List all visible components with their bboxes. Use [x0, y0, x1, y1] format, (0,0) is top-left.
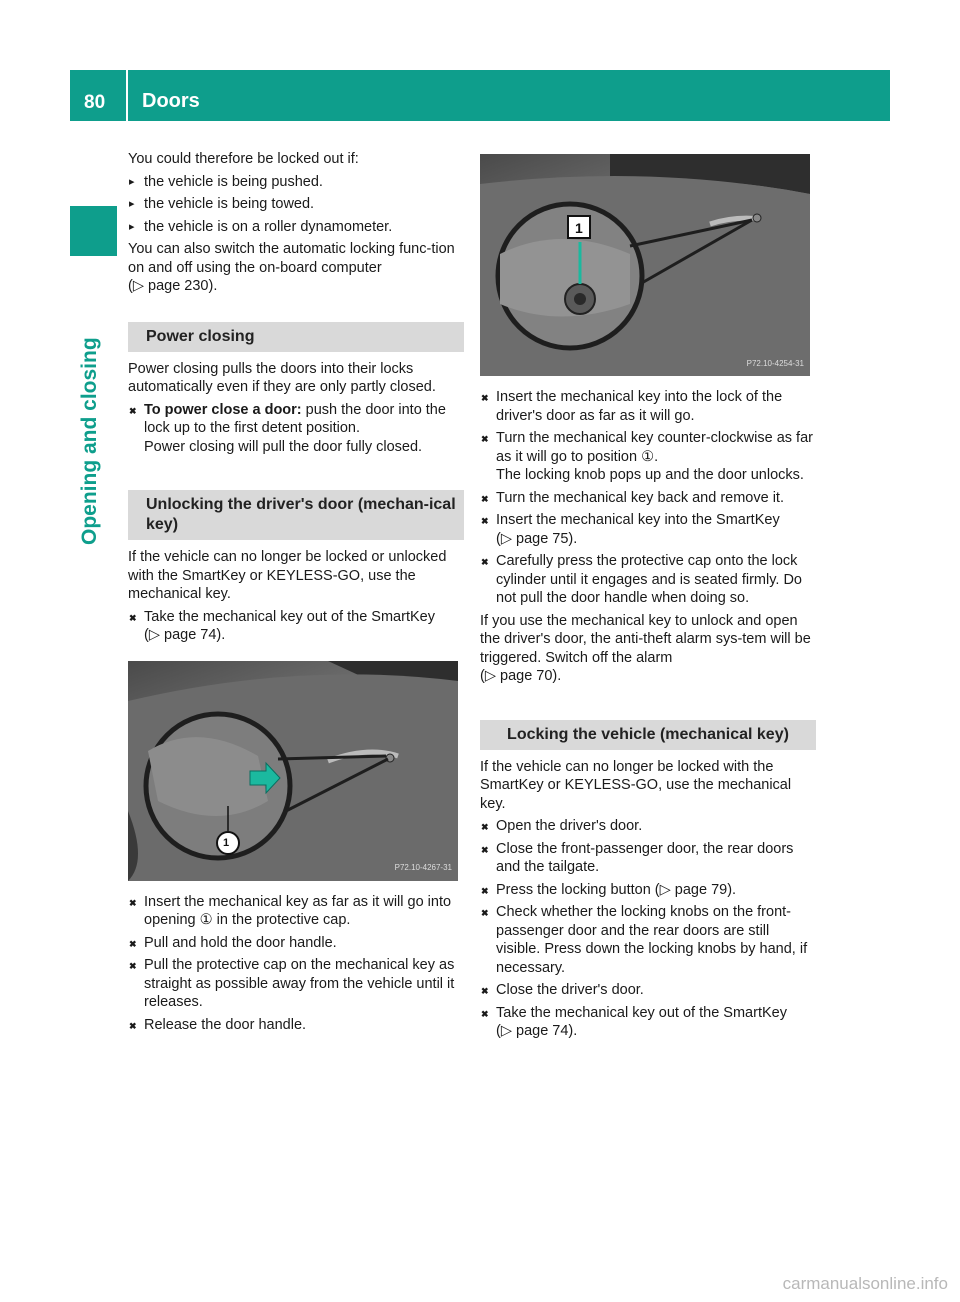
step-text: Insert the mechanical key into the SmartKey	[496, 512, 780, 528]
figure-marker: 1	[575, 220, 583, 236]
step-text: push the door into the lock up to the first detent position.	[144, 401, 446, 436]
page-number: 80	[84, 92, 106, 113]
section-text: If the vehicle can no longer be locked with the SmartKey or KEYLESS-GO, use the mechanical key.	[480, 758, 792, 812]
figure-caption: P72.10-4254-31	[746, 358, 804, 368]
instruction-step: ✖ Pull the protective cap on the mechanical key as straight as possible away from the vehicle until it releases.	[128, 956, 464, 1012]
instruction-step: ✖ Release the door handle.	[128, 1016, 464, 1035]
figure-caption: P72.10-4267-31	[394, 863, 452, 872]
left-column	[128, 150, 464, 1038]
section-heading-locking: Locking the vehicle (mechanical key)	[480, 720, 816, 750]
instruction-step: ✖ Press the locking button (▷ page 79).	[480, 881, 816, 900]
section-heading-unlocking: Unlocking the driver's door (mechan-ical key)	[128, 490, 464, 540]
right-column	[480, 154, 816, 1045]
step-text: Take the mechanical key out of the SmartKey	[496, 1004, 787, 1021]
instruction-step	[480, 511, 816, 548]
instruction-step	[128, 401, 464, 457]
intro-text-2: You can also switch the automatic locking func-tion on and off using the on-board computer	[128, 241, 455, 276]
page-reference-link[interactable]: (▷ page 74).	[144, 627, 226, 643]
figure-marker: 1	[223, 836, 230, 849]
instruction-step: ✖ Carefully press the protective cap onto the lock cylinder until it engages and is seated firmly. Do not pull the door handle when doing so.	[480, 552, 816, 608]
instruction-step	[480, 429, 816, 485]
intro-text: You could therefore be locked out if:	[128, 151, 359, 167]
lock-illustration	[480, 154, 810, 376]
section-heading-power-closing: Power closing	[128, 322, 464, 352]
alarm-text: If you use the mechanical key to unlock and open the driver's door, the anti-theft alarm sys-tem will be triggered. Switch off the alarm	[480, 612, 811, 666]
page-header	[70, 70, 890, 121]
page-reference-link[interactable]: (▷ page 230).	[128, 278, 218, 294]
section-side-label: Opening and closing	[78, 337, 101, 545]
page-title: Doors	[142, 90, 200, 112]
instruction-step	[480, 1004, 816, 1041]
instruction-step	[128, 608, 464, 645]
lock-cylinder-figure	[480, 154, 810, 376]
instruction-step: ✖ Insert the mechanical key as far as it will go into opening ① in the protective cap.	[128, 893, 464, 930]
page-reference-link[interactable]: (▷ page 75).	[496, 530, 578, 547]
instruction-step: ✖ Close the front-passenger door, the rear doors and the tailgate.	[480, 840, 816, 877]
step-text: Take the mechanical key out of the SmartKey	[144, 608, 435, 625]
instruction-step: ✖ Pull and hold the door handle.	[128, 934, 464, 953]
header-divider	[126, 70, 128, 121]
door-illustration	[128, 661, 458, 881]
section-text: If the vehicle can no longer be locked or unlocked with the SmartKey or KEYLESS-GO, use the mechanical key.	[128, 549, 447, 602]
page-reference-link[interactable]: (▷ page 74).	[496, 1023, 578, 1039]
instruction-step: ✖ Turn the mechanical key back and remove it.	[480, 489, 816, 508]
section-text: Power closing pulls the doors into their locks automatically even if they are only partly closed.	[128, 360, 436, 395]
bullet-item: ▸ the vehicle is being pushed.	[128, 173, 464, 192]
instruction-step: ✖ Open the driver's door.	[480, 817, 816, 836]
bullet-item: ▸ the vehicle is being towed.	[128, 195, 464, 214]
section-tab-marker	[70, 206, 117, 256]
step-result: Power closing will pull the door fully closed.	[144, 438, 423, 455]
step-text: Turn the mechanical key counter-clockwise as far as it will go to position ①.	[496, 430, 813, 465]
instruction-step: ✖ Close the driver's door.	[480, 981, 816, 1000]
watermark: carmanualsonline.info	[782, 1274, 948, 1293]
page-reference-link[interactable]: (▷ page 70).	[480, 668, 562, 684]
bullet-item: ▸ the vehicle is on a roller dynamometer.	[128, 218, 464, 237]
step-result: The locking knob pops up and the door unlocks.	[496, 467, 804, 483]
instruction-step: ✖ Check whether the locking knobs on the front-passenger door and the rear doors are still visible. Press down the locking knobs by hand, if necessary.	[480, 903, 816, 977]
step-label: To power close a door:	[144, 401, 302, 418]
door-handle-figure	[128, 661, 458, 881]
instruction-step: ✖ Insert the mechanical key into the lock of the driver's door as far as it will go.	[480, 388, 816, 425]
